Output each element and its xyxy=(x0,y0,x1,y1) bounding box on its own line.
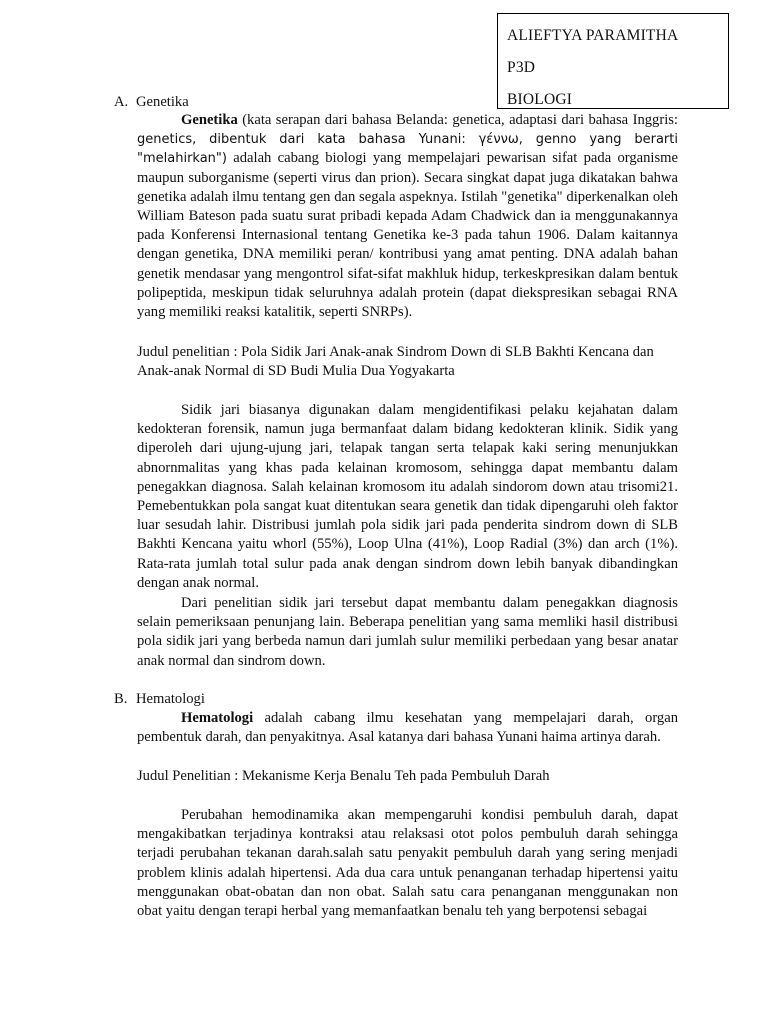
subject-name: BIOLOGI xyxy=(507,91,573,108)
hematologi-intro-paragraph xyxy=(137,709,678,747)
hematologi-term: Hematologi xyxy=(181,710,254,726)
hematologi-research-title: Judul Penelitian : Mekanisme Kerja Benalu Teh pada Pembuluh Darah xyxy=(137,768,550,784)
genetika-research-paragraph-1: Sidik jari biasanya digunakan dalam mengidentifikasi pelaku kejahatan dalam kedokteran forensik, namun juga bermanfaat dalam bidang kedokteran klinik. Sidik yang diperoleh dari ujung-ujung jari, telapak tangan serta telapak kaki sering menunjukkan abnornmalitas yang khas pada kelainan kromosom, sehingga dapat membantu dalam penegakkan diagnosa. Salah kelainan kromosom itu adalah sindorom down atau trisomi21. Pemebentukkan pola sangat kuat ditentukan seara genetik dan tidak dipengaruhi oleh faktor luar sesudah lahir. Distribusi jumlah pola sidik jari pada penderita sindrom down di SLB Bakhti Kencana yaitu whorl (55%), Loop Ulna (41%), Loop Radial (3%) dan arch (1%). Rata-rata jumlah total sulur pada anak dengan sindrom down lebih banyak dibandingkan dengan anak normal. xyxy=(137,402,678,591)
genetika-intro-etymology: genetics, dibentuk dari kata bahasa Yunani: γέννω, genno yang berarti "melahirkan") xyxy=(137,132,678,167)
genetika-intro-text-1: (kata serapan dari bahasa Belanda: genetica, adaptasi dari bahasa Inggris: xyxy=(237,112,678,128)
section-b-letter: B. xyxy=(114,691,128,707)
genetika-term: Genetika xyxy=(181,112,238,128)
section-b-title: Hematologi xyxy=(136,691,205,707)
section-a-heading xyxy=(114,93,189,111)
student-name: ALIEFTYA PARAMITHA xyxy=(507,27,679,44)
genetika-intro-text-2: adalah cabang biologi yang mempelajari pewarisan sifat pada organisme maupun suborganisme (seperti virus dan prion). Secara singkat dapat juga dikatakan bahwa genetika adalah ilmu tentang gen dan segala aspeknya. Istilah "genetika" diperkenalkan oleh William Bateson pada suatu surat pribadi kepada Adam Chadwick dan ia menggunakannya pada Konferensi Internasional tentang Genetika ke-3 pada tahun 1906. Dalam kaitannya dengan genetika, DNA memiliki peran/ kontribusi yang amat penting. DNA adalah bahan genetik mendasar yang mengontrol sifat-sifat makhluk hidup, terkeskpresikan dalam bentuk polipeptida, meskipun tidak seluruhnya adalah protein (dapat diekspresikan sebagai RNA yang memiliki reaksi katalitik, seperti SNRPs). xyxy=(137,150,678,321)
genetika-intro-paragraph xyxy=(137,111,678,322)
hematologi-research-paragraph-1: Perubahan hemodinamika akan mempengaruhi kondisi pembuluh darah, dapat mengakibatkan terjadinya kontraksi atau relaksasi otot polos pembuluh darah sehingga terjadi perubahan tekanan darah.salah satu penyakit pembuluh darah yang sering menjadi problem klinis adalah hipertensi. Ada dua cara untuk penanganan terhadap hipertensi yaitu menggunakan obat-obatan dan non obat. Salah satu cara penanganan menggunakan non obat yaitu dengan terapi herbal yang memanfaatkan benalu teh yang berpotensi sebagai xyxy=(137,807,678,920)
section-a-title: Genetika xyxy=(136,94,189,110)
student-info-box xyxy=(497,13,729,109)
section-a-letter: A. xyxy=(114,94,129,110)
student-class: P3D xyxy=(507,59,536,76)
hematologi-intro-text: adalah cabang ilmu kesehatan yang mempelajari darah, organ pembentuk darah, dan penyakitnya. Asal katanya dari bahasa Yunani haima artinya darah. xyxy=(137,710,678,746)
section-b-heading xyxy=(114,690,205,708)
genetika-research-paragraph-2: Dari penelitian sidik jari tersebut dapat membantu dalam penegakkan diagnosis selain pemeriksaan penunjang lain. Beberapa penelitian yang sama memliki hasil distribusi pola sidik jari yang berbeda namun dari jumlah sulur memiliki perbedaan yang besar anatar anak normal dan sindrom down. xyxy=(137,595,678,669)
genetika-research-title: Judul penelitian : Pola Sidik Jari Anak-anak Sindrom Down di SLB Bakhti Kencana dan Anak-anak Normal di SD Budi Mulia Dua Yogyakarta xyxy=(137,344,654,380)
